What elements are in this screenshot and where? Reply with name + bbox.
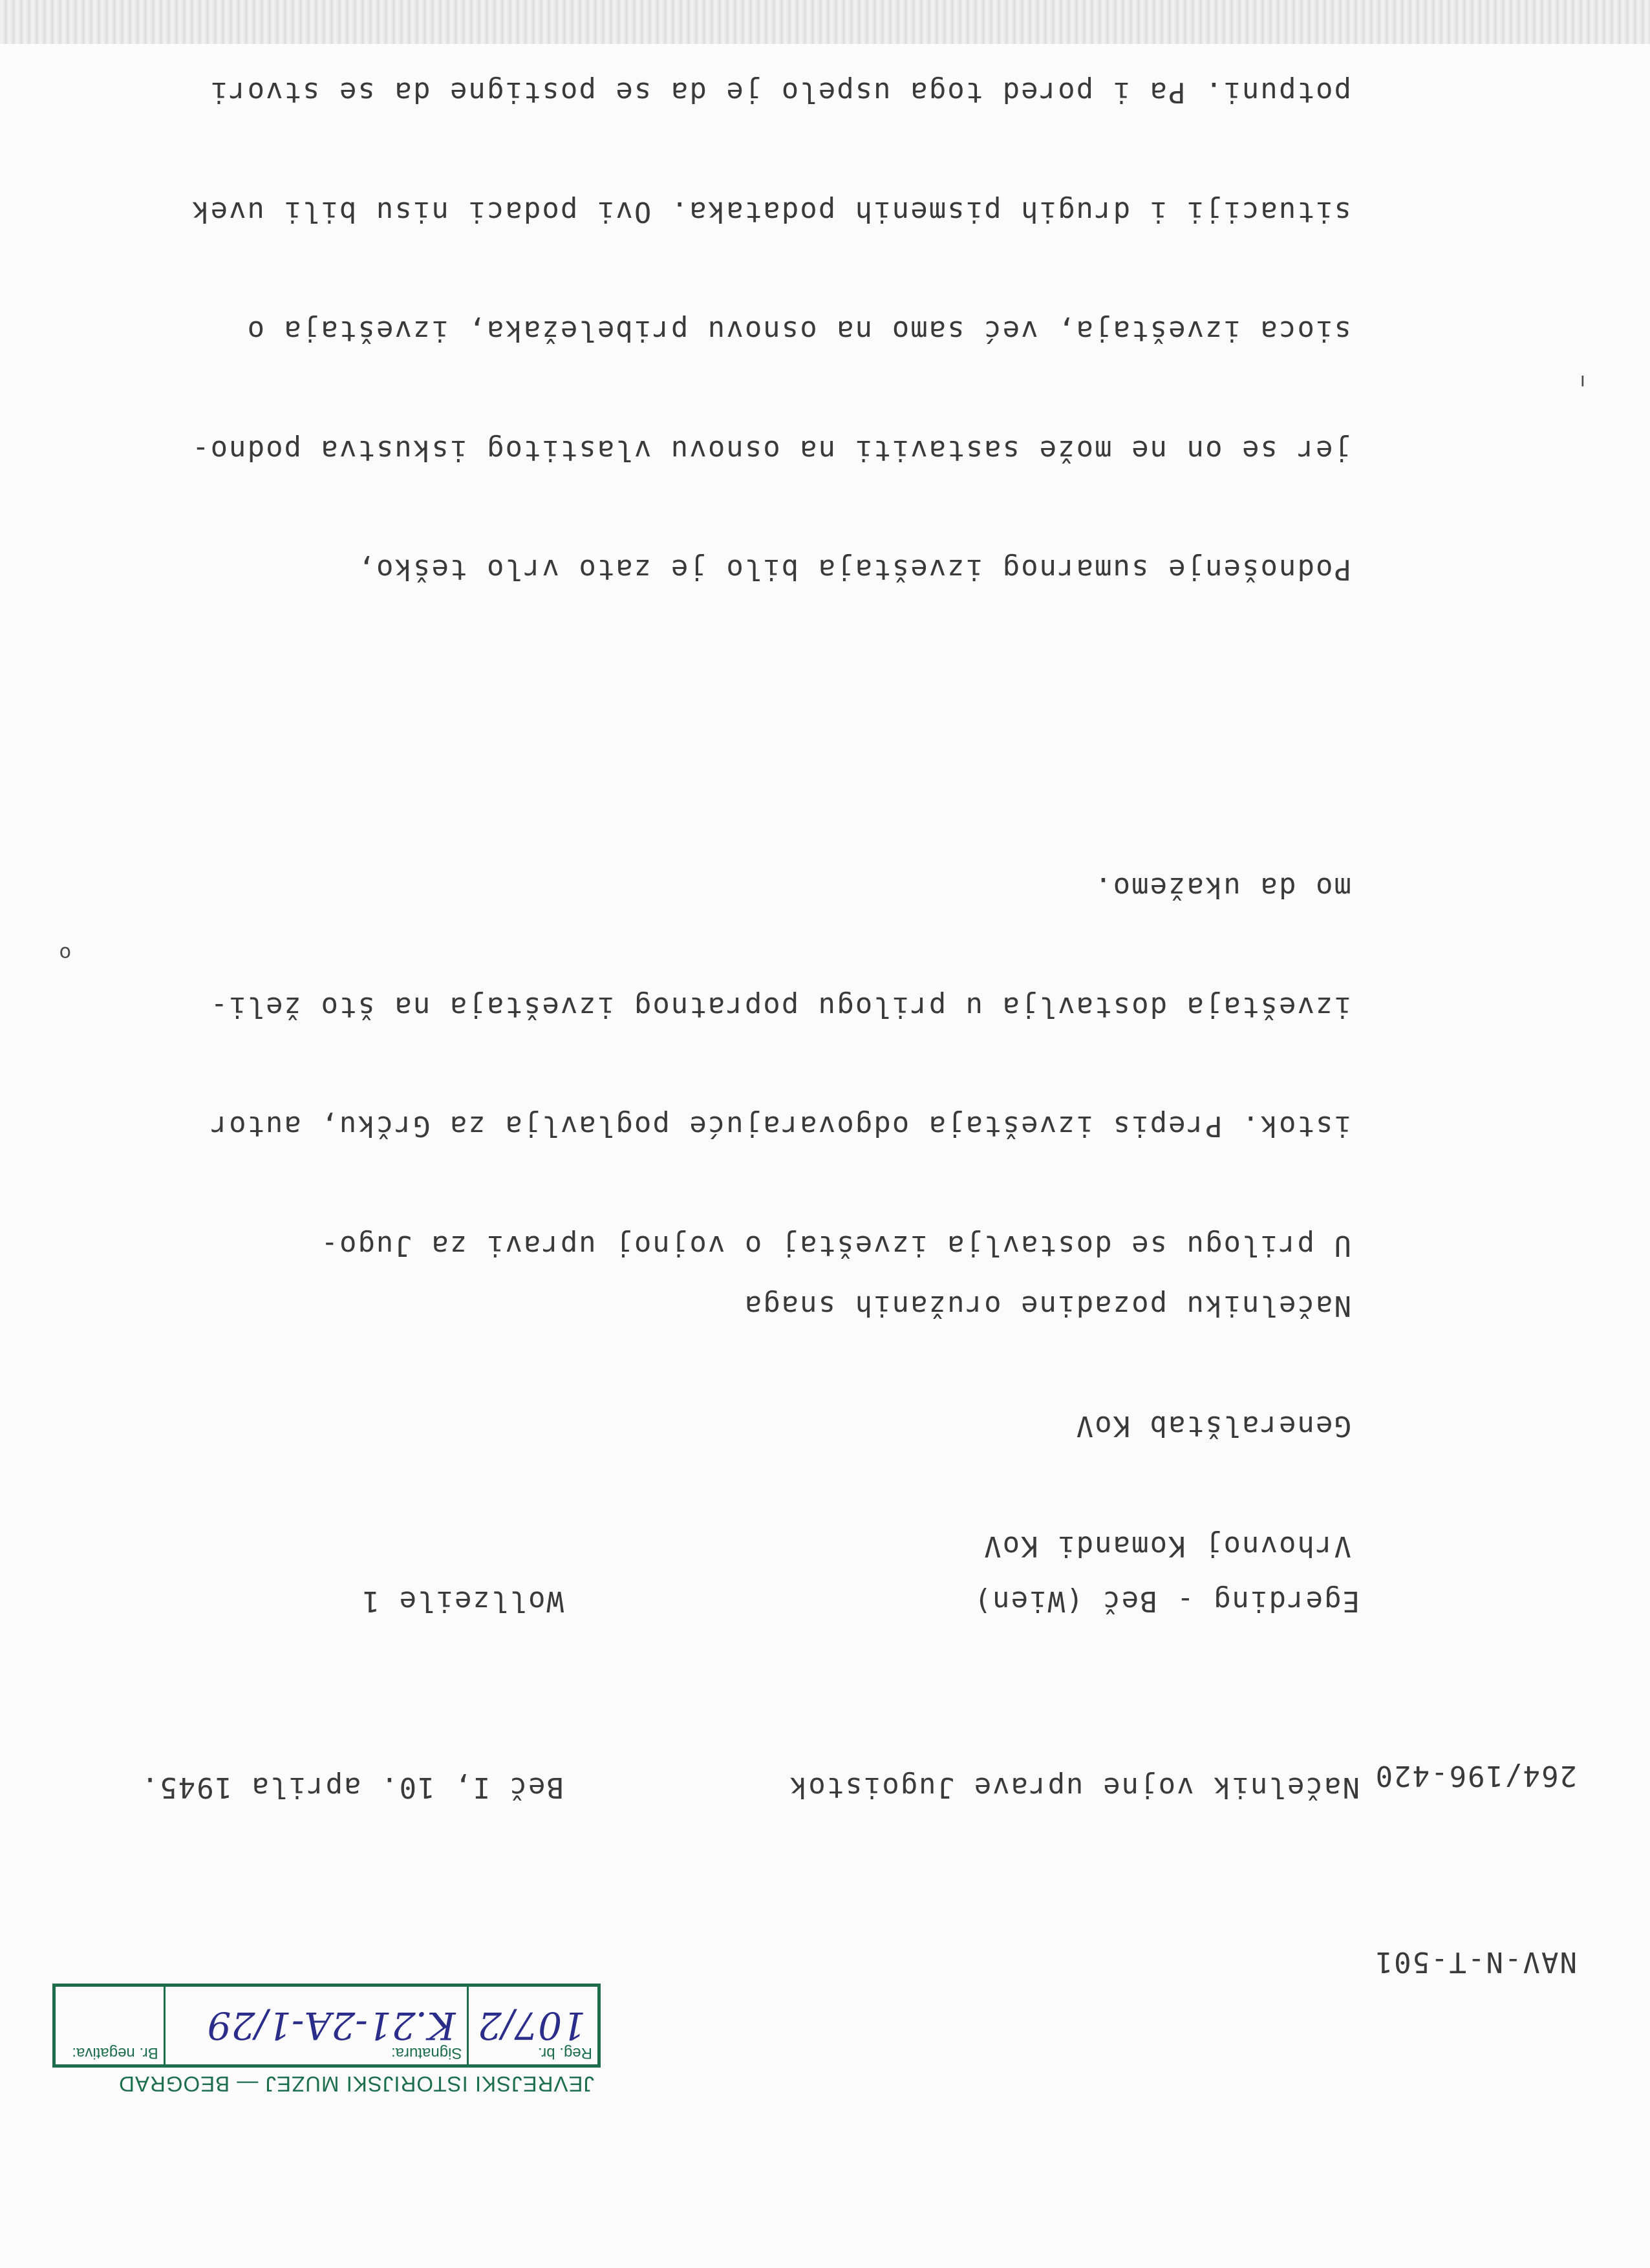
office-line1: Načelnik vojne uprave Jugoistok <box>788 1771 1360 1804</box>
date-heading <box>140 1446 564 1942</box>
recipient-line: Vrhovnoj Komandi KoV <box>983 1530 1351 1563</box>
stamp-signature-cell <box>164 1987 467 2064</box>
stamp-negative-cell <box>56 1987 164 2064</box>
stamp-negative-label: Br. negativa: <box>72 2044 158 2062</box>
date-line1: Beč I, 10. aprila 1945. <box>140 1771 564 1804</box>
paragraph-1 <box>191 788 1351 1345</box>
archive-id <box>1375 1620 1577 2117</box>
stamp-institution: JEVREJSKI ISTORIJSKI MUZEJ — BEOGRAD <box>118 2072 594 2096</box>
stamp-reg-label: Reg. br. <box>537 2044 592 2062</box>
stamp-reg-cell <box>467 1987 597 2064</box>
stray-mark-o: o <box>59 942 71 965</box>
date-line2: Wollzeile 1 <box>361 1585 564 1618</box>
museum-stamp <box>52 1984 601 2096</box>
archive-id-line1: NAV-N-T-501 <box>1374 1945 1577 1978</box>
stamp-signature-label: Signatura: <box>391 2044 462 2062</box>
recipient-line: Načelniku pozadine oružanih snaga <box>743 1289 1351 1322</box>
recipient-line: Generalštab KoV <box>1075 1409 1351 1442</box>
body-line: izveštaja dostavlja u prilogu popratnog izveštaja na što želi- <box>209 990 1351 1023</box>
stamp-reg-value: 107/2 <box>477 2004 586 2048</box>
body-line: Podnošenje sumarnog izveštaja bilo je zato vrlo teško, <box>356 553 1351 586</box>
body-line: sioca izveštaja, već samo na osnovu pribeležaka, izveštaja o <box>246 314 1351 348</box>
paragraph-2 <box>191 0 1351 669</box>
stray-mark-dash: ı <box>1580 370 1585 393</box>
body-line: jer se on ne može sastaviti na osnovu vlastitog iskustva podno- <box>191 434 1351 467</box>
body-line: mo da ukažemo. <box>1093 871 1351 904</box>
body-line: U prilogu se dostavlja izveštaj o vojnoj upravi za Jugo- <box>319 1229 1351 1262</box>
body-line: istok. Prepis izveštaja odgovarajuće poglavlja za Grčku, autor <box>209 1109 1351 1143</box>
stamp-box <box>52 1984 601 2068</box>
body-line: potpuni. Pa i pored toga uspelo je da se postigne da se stvori <box>209 76 1351 109</box>
office-line2: Egerding - Beč (Wien) <box>972 1585 1360 1618</box>
letter-body <box>191 0 1351 1424</box>
archive-id-line2: 264/196-420 <box>1374 1759 1577 1792</box>
stamp-signature-value: K.21-2A-1/29 <box>207 2004 456 2048</box>
body-line: situaciji i drugih pismenih podataka. Ovi podaci nisu bili uvek <box>191 195 1351 228</box>
